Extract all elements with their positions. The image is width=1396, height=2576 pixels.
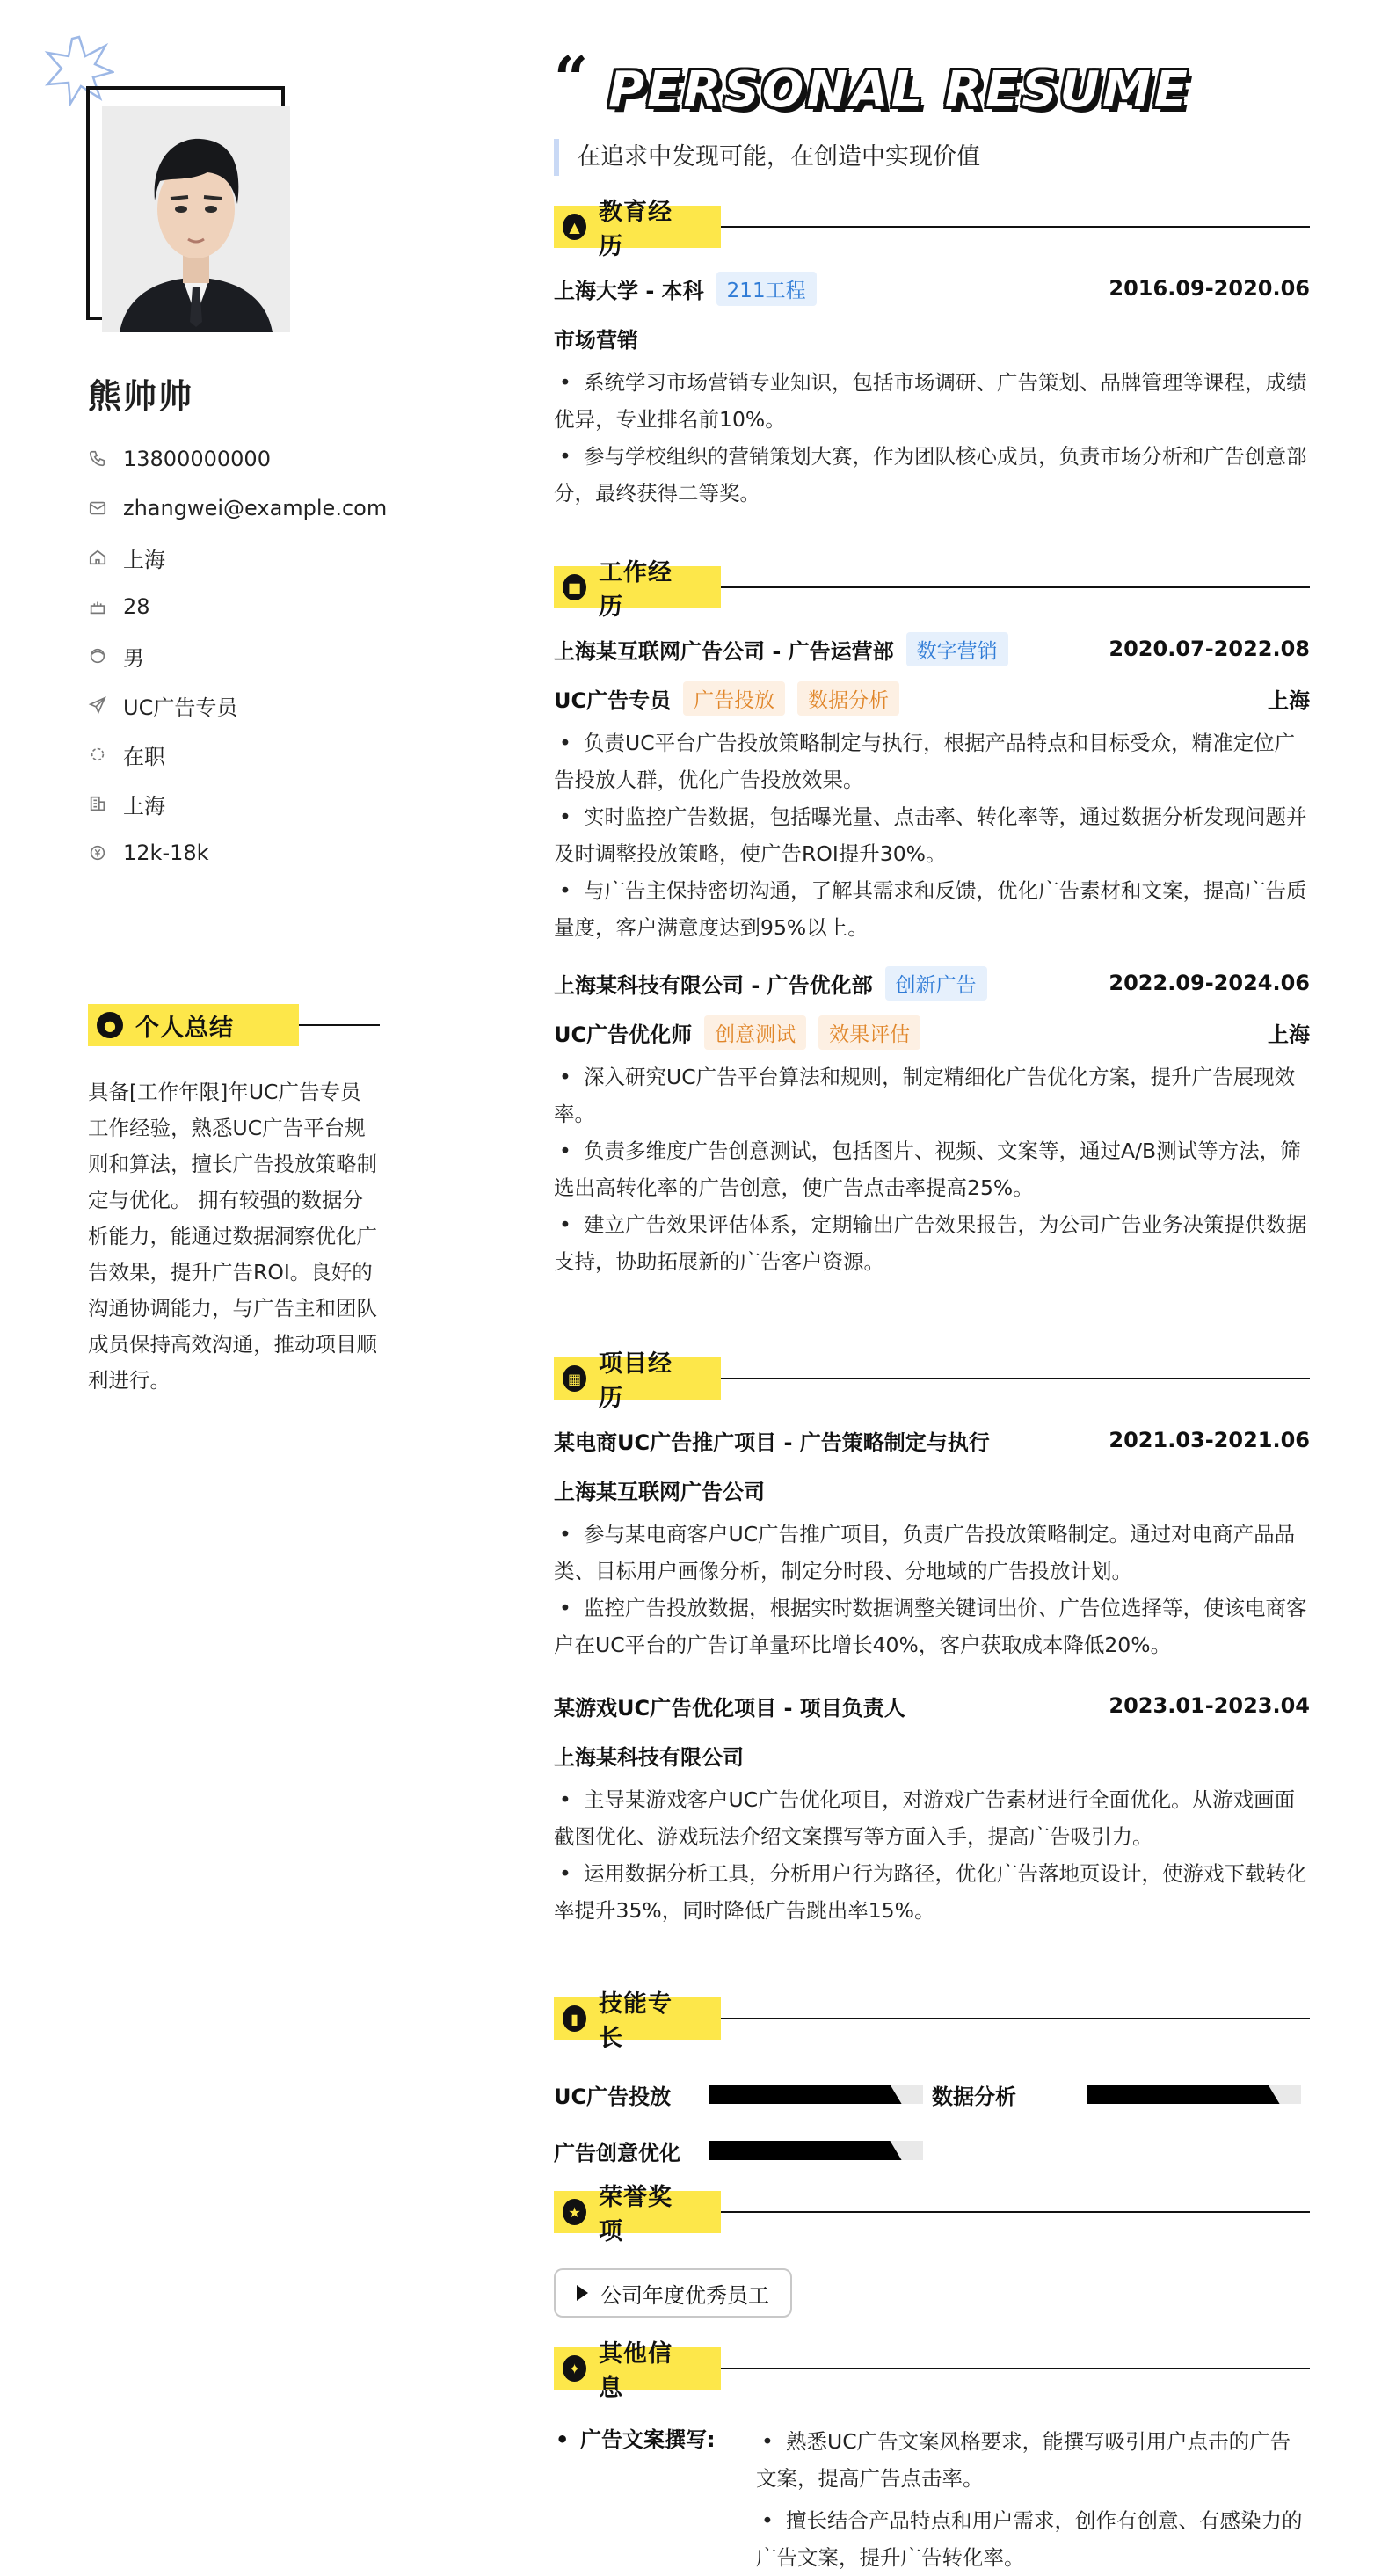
- chart-icon: ▮: [563, 2005, 586, 2032]
- gender-icon: [88, 646, 107, 666]
- section-tag: [554, 199, 721, 260]
- list-item: • 擅长结合产品特点和用户需求，创作有创意、有感染力的广告文案，提升广告转化率。: [756, 2502, 1310, 2576]
- project-org: 上海某科技有限公司: [554, 1744, 744, 1770]
- other-info-item: [554, 2421, 1310, 2576]
- school-tag: 211工程: [716, 272, 817, 306]
- job-company-row: [554, 624, 1310, 673]
- school-name: 上海大学 - 本科: [554, 278, 704, 303]
- info-text: zhangwei@example.com: [123, 496, 388, 520]
- project-entry: [554, 1415, 1310, 1663]
- play-icon: [577, 2285, 588, 2301]
- skill-bar: [709, 2141, 923, 2160]
- info-text: 13800000000: [123, 447, 271, 471]
- section-tag: [554, 559, 721, 621]
- major: 市场营销: [554, 327, 638, 353]
- education-date: 2016.09-2020.06: [1109, 276, 1310, 301]
- info-age: [88, 582, 387, 631]
- section-title: 技能专长: [599, 1990, 673, 2052]
- info-location: [88, 533, 387, 582]
- list-item: • 负责多维度广告创意测试，包括图片、视频、文案等，通过A/B测试等方法，筛选出高转化率的广告创意，使广告点击率提高25%。: [554, 1132, 1310, 1206]
- project-title-row: [554, 1415, 1310, 1465]
- info-status: [88, 730, 387, 779]
- project-entry: [554, 1681, 1310, 1929]
- section-title: 个人总结: [135, 1014, 234, 1042]
- list-item: • 与广告主保持密切沟通，了解其需求和反馈，优化广告素材和文案，提高广告质量度，客户满意度达到95%以上。: [554, 872, 1310, 946]
- list-item: • 监控广告投放数据，根据实时数据调整关键词出价、广告位选择等，使该电商客户在UC平台的广告订单量环比增长40%，客户获取成本降低20%。: [554, 1590, 1310, 1663]
- section-divider: [721, 2211, 1310, 2213]
- phone-icon: [88, 449, 107, 469]
- graduation-cap-icon: ▲: [563, 214, 586, 240]
- info-text: 在职: [123, 744, 165, 769]
- sidebar: [0, 0, 492, 2576]
- company-tag: 创新广告: [885, 966, 987, 1001]
- list-item: • 负责UC平台广告投放策略制定与执行，根据产品特点和目标受众，精准定位广告投放人群，优化广告投放效果。: [554, 724, 1310, 798]
- send-icon: [88, 695, 107, 715]
- job-entry: [554, 958, 1310, 1280]
- company-name: 上海某科技有限公司 - 广告优化部: [554, 972, 873, 998]
- skill-item: [932, 2073, 1310, 2115]
- info-gender: [88, 631, 387, 680]
- person-icon: ●: [97, 1012, 123, 1038]
- section-title: 荣誉奖项: [599, 2184, 673, 2245]
- skill-item: [554, 2129, 932, 2172]
- job-company-row: [554, 958, 1310, 1008]
- honors-section: [554, 2184, 1310, 2318]
- honor-item[interactable]: [554, 2268, 792, 2318]
- section-title: 教育经历: [599, 199, 673, 260]
- skill-bar-fill: [709, 2141, 902, 2160]
- motto: 在追求中发现可能，在创造中实现价值: [554, 139, 980, 176]
- section-divider: [299, 1024, 380, 1026]
- salary-icon: [88, 843, 107, 862]
- education-section-header: [554, 199, 1310, 260]
- info-text: 28: [123, 594, 150, 619]
- job-role-row: [554, 673, 1310, 723]
- skill-name: 广告创意优化: [554, 2140, 680, 2165]
- projects-section: [554, 1350, 1310, 1929]
- other-section: [554, 2340, 1310, 2576]
- section-tag: [88, 1004, 299, 1046]
- list-item: • 系统学习市场营销专业知识，包括市场调研、广告策划、品牌管理等课程，成绩优异，专业排名前10%。: [554, 364, 1310, 438]
- job-bullets: [554, 724, 1310, 946]
- list-item: • 深入研究UC广告平台算法和规则，制定精细化广告优化方案，提升广告展现效率。: [554, 1059, 1310, 1132]
- company-name: 上海某互联网广告公司 - 广告运营部: [554, 638, 894, 664]
- skill-tag: 广告投放: [683, 681, 785, 716]
- honors-section-header: [554, 2184, 1310, 2245]
- job-city: 上海: [1268, 1022, 1310, 1047]
- list-item: • 实时监控广告数据，包括曝光量、点击率、转化率等，通过数据分析发现问题并及时调整投放策略，使广告ROI提升30%。: [554, 798, 1310, 872]
- skill-tag: 数据分析: [797, 681, 899, 716]
- section-divider: [721, 2368, 1310, 2369]
- info-phone: [88, 434, 387, 484]
- candidate-name: 熊帅帅: [88, 377, 194, 416]
- skill-bar-fill: [1087, 2085, 1280, 2104]
- section-divider: [721, 2018, 1310, 2019]
- skills-section-header: [554, 1990, 1310, 2052]
- project-bullets: [554, 1516, 1310, 1663]
- list-item: • 参与学校组织的营销策划大赛，作为团队核心成员，负责市场分析和广告创意部分，最终获得二等奖。: [554, 438, 1310, 512]
- info-text: 上海: [123, 793, 165, 819]
- skill-bar: [709, 2085, 923, 2104]
- home-icon: [88, 548, 107, 567]
- skill-name: UC广告投放: [554, 2084, 672, 2109]
- job-date: 2022.09-2024.06: [1109, 971, 1310, 995]
- honor-label: 公司年度优秀员工: [600, 2282, 769, 2308]
- info-city: [88, 779, 387, 828]
- section-tag: [554, 1990, 721, 2052]
- project-org-row: [554, 1465, 1310, 1514]
- major-row: [554, 313, 1310, 362]
- list-item: • 熟悉UC广告文案风格要求，能撰写吸引用户点击的广告文案，提高广告点击率。: [756, 2423, 1310, 2497]
- job-role: UC广告优化师: [554, 1022, 693, 1047]
- list-item: • 参与某电商客户UC广告推广项目，负责广告投放策略制定。通过对电商产品品类、目标用户画像分析，制定分时段、分地域的广告投放计划。: [554, 1516, 1310, 1590]
- list-item: • 主导某游戏客户UC广告优化项目，对游戏广告素材进行全面优化。从游戏画面截图优化、游戏玩法介绍文案撰写等方面入手，提高广告吸引力。: [554, 1781, 1310, 1855]
- job-role: UC广告专员: [554, 688, 672, 713]
- award-icon: ★: [563, 2199, 586, 2225]
- contact-info-list: [88, 434, 387, 877]
- work-section-header: [554, 559, 1310, 621]
- other-info-bullets: [756, 2423, 1310, 2576]
- education-bullets: [554, 364, 1310, 512]
- building-icon: [88, 794, 107, 813]
- section-divider: [721, 226, 1310, 228]
- grid-icon: ▦: [563, 1365, 586, 1392]
- section-tag: [554, 2340, 721, 2402]
- job-bullets: [554, 1059, 1310, 1280]
- skills-grid: [554, 2073, 1310, 2172]
- skill-bar: [1087, 2085, 1301, 2104]
- skill-item: [554, 2073, 932, 2115]
- info-email: [88, 484, 387, 533]
- company-tag: 数字营销: [906, 632, 1008, 666]
- other-section-header: [554, 2340, 1310, 2402]
- section-tag: [554, 2184, 721, 2245]
- list-item: • 建立广告效果评估体系，定期输出广告效果报告，为公司广告业务决策提供数据支持，协助拓展新的广告客户资源。: [554, 1206, 1310, 1280]
- section-title: 其他信息: [599, 2340, 673, 2402]
- job-role-row: [554, 1008, 1310, 1057]
- project-org: 上海某互联网广告公司: [554, 1479, 765, 1504]
- skill-bar-fill: [709, 2085, 902, 2104]
- skill-tag: 效果评估: [818, 1015, 920, 1050]
- job-city: 上海: [1268, 688, 1310, 713]
- age-icon: [88, 597, 107, 616]
- project-name: 某游戏UC广告优化项目 - 项目负责人: [554, 1695, 905, 1721]
- quote-icon: “: [554, 44, 589, 114]
- job-date: 2020.07-2022.08: [1109, 637, 1310, 661]
- summary-section-header: [88, 1004, 380, 1046]
- job-entry: [554, 624, 1310, 946]
- avatar: [102, 106, 290, 332]
- info-salary: [88, 828, 387, 877]
- briefcase-icon: ■: [563, 574, 586, 600]
- project-name: 某电商UC广告推广项目 - 广告策略制定与执行: [554, 1430, 990, 1455]
- section-divider: [721, 1378, 1310, 1379]
- mail-icon: [88, 498, 107, 518]
- education-row: [554, 264, 1310, 313]
- projects-section-header: [554, 1350, 1310, 1412]
- list-item: • 运用数据分析工具，分析用户行为路径，优化广告落地页设计，使游戏下载转化率提升35%，同时降低广告跳出率15%。: [554, 1855, 1310, 1929]
- section-title: 项目经历: [599, 1350, 673, 1412]
- info-text: 上海: [123, 547, 165, 572]
- project-title-row: [554, 1681, 1310, 1730]
- page-title: PERSONAL RESUME: [608, 62, 1190, 119]
- project-bullets: [554, 1781, 1310, 1929]
- section-tag: [554, 1350, 721, 1412]
- section-divider: [721, 586, 1310, 588]
- skill-tag: 创意测试: [704, 1015, 806, 1050]
- project-date: 2021.03-2021.06: [1109, 1428, 1310, 1452]
- info-text: 12k-18k: [123, 840, 209, 865]
- summary-text: 具备[工作年限]年UC广告专员工作经验，熟悉UC广告平台规则和算法，擅长广告投放策略制定与优化。 拥有较强的数据分析能力，能通过数据洞察优化广告效果，提升广告ROI。良好的沟通协调能力，与广告主和团队成员保持高效沟通，推动项目顺利进行。: [88, 1080, 377, 1393]
- section-title: 工作经历: [599, 559, 673, 621]
- info-text: 男: [123, 645, 144, 671]
- education-section: [554, 199, 1310, 512]
- other-info-key: • 广告文案撰写:: [554, 2421, 756, 2576]
- info-text: UC广告专员: [123, 695, 238, 720]
- status-icon: [88, 745, 107, 764]
- info-position: [88, 680, 387, 730]
- work-section: [554, 559, 1310, 1280]
- info-icon: ✦: [563, 2355, 586, 2382]
- skills-section: [554, 1990, 1310, 2172]
- project-date: 2023.01-2023.04: [1109, 1693, 1310, 1718]
- skill-name: 数据分析: [932, 2084, 1016, 2109]
- project-org-row: [554, 1730, 1310, 1779]
